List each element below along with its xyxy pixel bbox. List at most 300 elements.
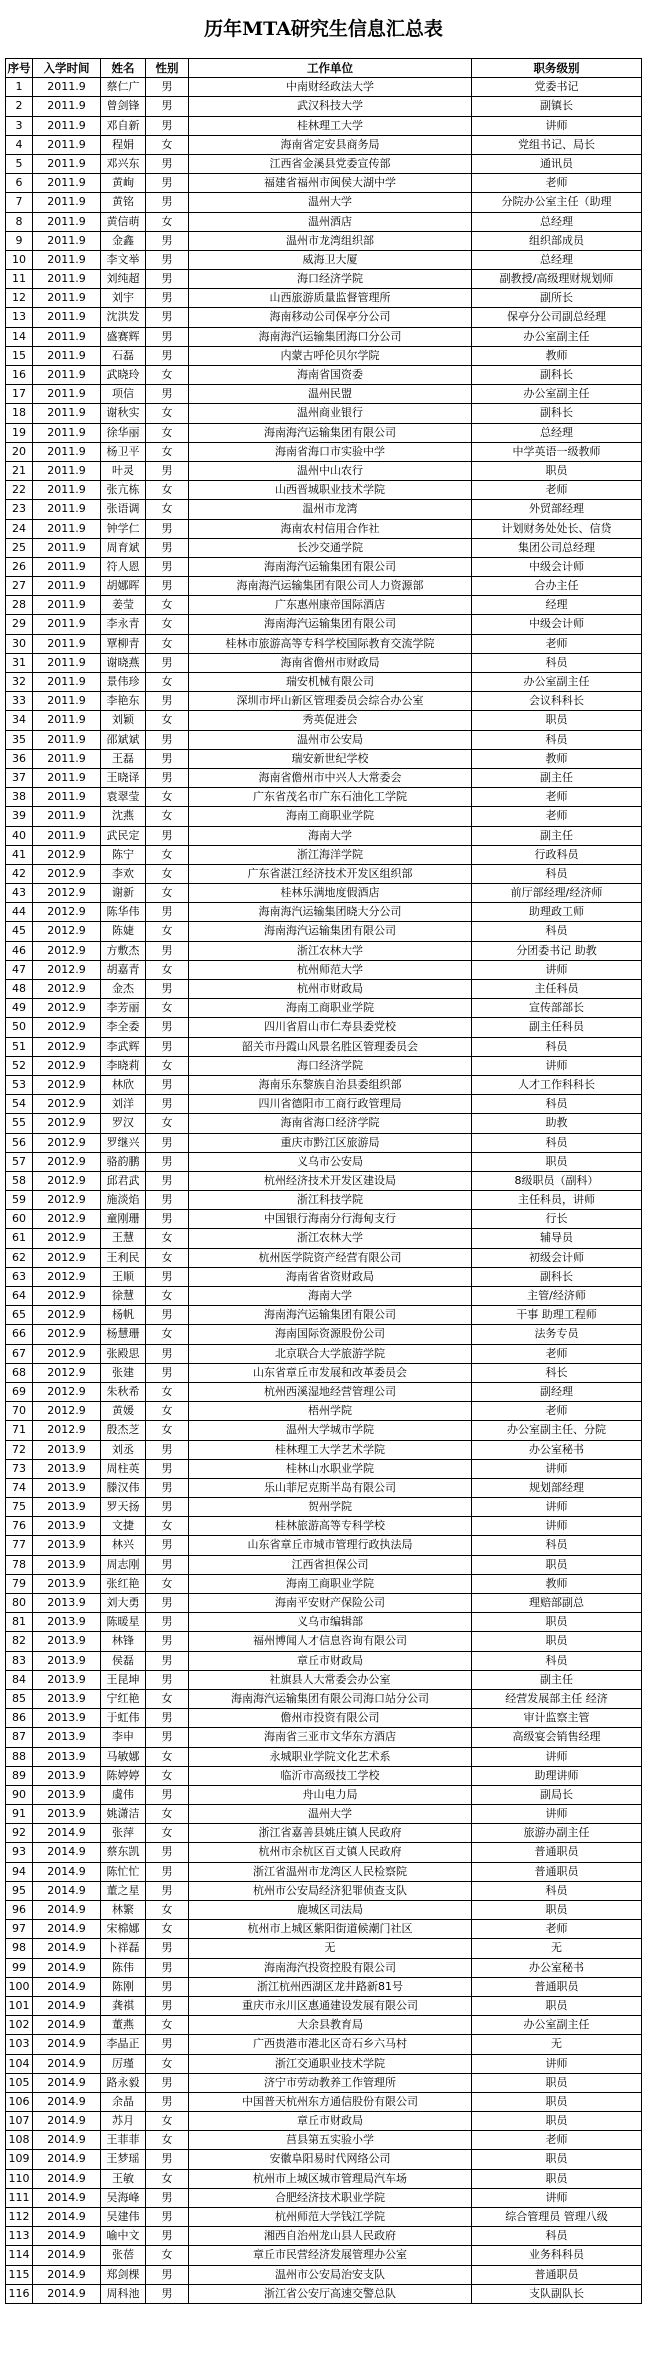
cell-workplace: 海南省国资委 — [189, 366, 472, 385]
cell-workplace: 济宁市劳动教养工作管理所 — [189, 2074, 472, 2093]
cell-gender: 男 — [146, 2227, 189, 2246]
cell-position: 老师 — [472, 1920, 642, 1939]
cell-index: 15 — [6, 347, 33, 366]
cell-index: 14 — [6, 328, 33, 347]
cell-gender: 男 — [146, 232, 189, 251]
table-row — [6, 2246, 642, 2265]
cell-enroll-time: 2012.9 — [33, 999, 101, 1018]
cell-workplace: 浙江杭州西湖区龙井路新81号 — [189, 1978, 472, 1997]
table-row — [6, 1134, 642, 1153]
cell-workplace: 温州中山农行 — [189, 462, 472, 481]
cell-index: 96 — [6, 1901, 33, 1920]
cell-workplace: 重庆市永川区惠通建设发展有限公司 — [189, 1997, 472, 2016]
cell-enroll-time: 2014.9 — [33, 1843, 101, 1862]
cell-name: 宁红艳 — [101, 1690, 146, 1709]
cell-name: 郑剑棵 — [101, 2266, 146, 2285]
table-row — [6, 1978, 642, 1997]
cell-position: 老师 — [472, 1402, 642, 1421]
table-row — [6, 1191, 642, 1210]
cell-position: 职员 — [472, 711, 642, 730]
cell-enroll-time: 2011.9 — [33, 328, 101, 347]
cell-name: 刘大勇 — [101, 1594, 146, 1613]
cell-enroll-time: 2011.9 — [33, 654, 101, 673]
cell-position: 办公室秘书 — [472, 1959, 642, 1978]
cell-enroll-time: 2013.9 — [33, 1479, 101, 1498]
cell-enroll-time: 2012.9 — [33, 865, 101, 884]
table-row — [6, 1728, 642, 1747]
cell-workplace: 浙江科技学院 — [189, 1191, 472, 1210]
cell-enroll-time: 2011.9 — [33, 769, 101, 788]
table-row — [6, 1767, 642, 1786]
cell-enroll-time: 2011.9 — [33, 347, 101, 366]
cell-name: 刘丞 — [101, 1441, 146, 1460]
table-row — [6, 1095, 642, 1114]
cell-enroll-time: 2011.9 — [33, 539, 101, 558]
cell-name: 罗天扬 — [101, 1498, 146, 1517]
table-row — [6, 1460, 642, 1479]
cell-position: 前厅部经理/经济师 — [472, 884, 642, 903]
cell-name: 王顺 — [101, 1268, 146, 1287]
cell-workplace: 社旗县人大常委会办公室 — [189, 1671, 472, 1690]
cell-gender: 男 — [146, 1364, 189, 1383]
cell-index: 40 — [6, 827, 33, 846]
cell-enroll-time: 2012.9 — [33, 1095, 101, 1114]
cell-workplace: 大余县教育局 — [189, 2016, 472, 2035]
cell-position: 副局长 — [472, 1786, 642, 1805]
cell-enroll-time: 2014.9 — [33, 1939, 101, 1958]
cell-index: 63 — [6, 1268, 33, 1287]
cell-index: 16 — [6, 366, 33, 385]
cell-workplace: 温州酒店 — [189, 213, 472, 232]
table-row — [6, 577, 642, 596]
table-row — [6, 865, 642, 884]
cell-name: 刘颖 — [101, 711, 146, 730]
cell-workplace: 舟山电力局 — [189, 1786, 472, 1805]
cell-workplace: 海南海汽运输集团有限公司 — [189, 558, 472, 577]
cell-gender: 男 — [146, 1191, 189, 1210]
cell-workplace: 秀英促进会 — [189, 711, 472, 730]
cell-gender: 女 — [146, 136, 189, 155]
table-row — [6, 136, 642, 155]
table-row — [6, 78, 642, 97]
cell-enroll-time: 2013.9 — [33, 1575, 101, 1594]
cell-index: 1 — [6, 78, 33, 97]
cell-workplace: 广西贵港市港北区奇石乡六马村 — [189, 2035, 472, 2054]
cell-workplace: 海南大学 — [189, 1287, 472, 1306]
cell-index: 33 — [6, 692, 33, 711]
cell-position: 党组书记、局长 — [472, 136, 642, 155]
cell-name: 于虹伟 — [101, 1709, 146, 1728]
table-row — [6, 193, 642, 212]
cell-workplace: 浙江省公安厅高速交警总队 — [189, 2285, 472, 2304]
table-row — [6, 2112, 642, 2131]
table-row — [6, 558, 642, 577]
cell-gender: 男 — [146, 731, 189, 750]
cell-name: 刘洋 — [101, 1095, 146, 1114]
cell-workplace: 浙江省温州市龙湾区人民检察院 — [189, 1863, 472, 1882]
cell-enroll-time: 2014.9 — [33, 2208, 101, 2227]
cell-gender: 男 — [146, 1441, 189, 1460]
cell-enroll-time: 2011.9 — [33, 270, 101, 289]
cell-name: 路永毅 — [101, 2074, 146, 2093]
cell-gender: 男 — [146, 1959, 189, 1978]
table-row — [6, 117, 642, 136]
cell-gender: 男 — [146, 462, 189, 481]
cell-name: 李全委 — [101, 1018, 146, 1037]
cell-name: 周育斌 — [101, 539, 146, 558]
cell-enroll-time: 2011.9 — [33, 193, 101, 212]
cell-workplace: 海南海汽运输集团海口分公司 — [189, 328, 472, 347]
cell-gender: 男 — [146, 1345, 189, 1364]
cell-position: 办公室副主任、分院 — [472, 1421, 642, 1440]
cell-index: 26 — [6, 558, 33, 577]
cell-gender: 男 — [146, 1594, 189, 1613]
cell-position: 总经理 — [472, 251, 642, 270]
cell-index: 64 — [6, 1287, 33, 1306]
cell-position: 总经理 — [472, 424, 642, 443]
cell-gender: 男 — [146, 1460, 189, 1479]
cell-index: 54 — [6, 1095, 33, 1114]
cell-name: 袁翠莹 — [101, 788, 146, 807]
table-row — [6, 1824, 642, 1843]
cell-index: 61 — [6, 1229, 33, 1248]
cell-workplace: 杭州市余杭区百丈镇人民政府 — [189, 1843, 472, 1862]
cell-index: 113 — [6, 2227, 33, 2246]
cell-index: 13 — [6, 308, 33, 327]
cell-enroll-time: 2012.9 — [33, 903, 101, 922]
cell-index: 32 — [6, 673, 33, 692]
cell-enroll-time: 2014.9 — [33, 2227, 101, 2246]
cell-name: 叶灵 — [101, 462, 146, 481]
cell-position: 职员 — [472, 1901, 642, 1920]
cell-workplace: 梧州学院 — [189, 1402, 472, 1421]
cell-position: 人才工作科科长 — [472, 1076, 642, 1095]
cell-enroll-time: 2012.9 — [33, 1402, 101, 1421]
cell-name: 沈洪发 — [101, 308, 146, 327]
cell-enroll-time: 2011.9 — [33, 750, 101, 769]
table-row — [6, 1632, 642, 1651]
cell-position: 辅导员 — [472, 1229, 642, 1248]
cell-name: 董燕 — [101, 2016, 146, 2035]
cell-enroll-time: 2013.9 — [33, 1517, 101, 1536]
cell-position: 普通职员 — [472, 1978, 642, 1997]
cell-name: 王梦瑶 — [101, 2150, 146, 2169]
table-row — [6, 1594, 642, 1613]
cell-name: 张建 — [101, 1364, 146, 1383]
cell-enroll-time: 2014.9 — [33, 2266, 101, 2285]
cell-workplace: 桂林旅游高等专科学校 — [189, 1517, 472, 1536]
cell-enroll-time: 2011.9 — [33, 807, 101, 826]
table-row — [6, 2189, 642, 2208]
cell-enroll-time: 2014.9 — [33, 1920, 101, 1939]
column-header-index: 序号 — [6, 59, 33, 78]
table-row — [6, 1901, 642, 1920]
cell-index: 25 — [6, 539, 33, 558]
cell-gender: 男 — [146, 1018, 189, 1037]
cell-workplace: 儋州市投资有限公司 — [189, 1709, 472, 1728]
cell-gender: 男 — [146, 174, 189, 193]
cell-position: 集团公司总经理 — [472, 539, 642, 558]
table-row — [6, 942, 642, 961]
table-row — [6, 2035, 642, 2054]
cell-name: 罗继兴 — [101, 1134, 146, 1153]
table-row — [6, 347, 642, 366]
cell-index: 87 — [6, 1728, 33, 1747]
cell-name: 徐华丽 — [101, 424, 146, 443]
cell-gender: 男 — [146, 1978, 189, 1997]
table-row — [6, 635, 642, 654]
cell-workplace: 海南移动公司保亭分公司 — [189, 308, 472, 327]
cell-name: 李武辉 — [101, 1038, 146, 1057]
cell-workplace: 永城职业学院文化艺术系 — [189, 1748, 472, 1767]
cell-position: 普通职员 — [472, 1843, 642, 1862]
cell-index: 29 — [6, 615, 33, 634]
cell-index: 101 — [6, 1997, 33, 2016]
cell-name: 滕汉伟 — [101, 1479, 146, 1498]
cell-gender: 男 — [146, 308, 189, 327]
cell-gender: 男 — [146, 78, 189, 97]
cell-workplace: 海南工商职业学院 — [189, 807, 472, 826]
cell-position: 无 — [472, 1939, 642, 1958]
cell-enroll-time: 2011.9 — [33, 78, 101, 97]
table-row — [6, 1038, 642, 1057]
cell-workplace: 杭州西溪湿地经营管理公司 — [189, 1383, 472, 1402]
table-row — [6, 1421, 642, 1440]
cell-position: 无 — [472, 2035, 642, 2054]
cell-position: 科员 — [472, 865, 642, 884]
cell-workplace: 瑞安机械有限公司 — [189, 673, 472, 692]
cell-workplace: 海南海汽运输集团有限公司 — [189, 615, 472, 634]
cell-workplace: 海南工商职业学院 — [189, 999, 472, 1018]
cell-enroll-time: 2012.9 — [33, 1114, 101, 1133]
cell-gender: 女 — [146, 1114, 189, 1133]
cell-position: 主管/经济师 — [472, 1287, 642, 1306]
table-row — [6, 1613, 642, 1632]
cell-position: 副镇长 — [472, 97, 642, 116]
cell-gender: 男 — [146, 750, 189, 769]
cell-workplace: 长沙交通学院 — [189, 539, 472, 558]
cell-position: 讲师 — [472, 2055, 642, 2074]
cell-enroll-time: 2012.9 — [33, 980, 101, 999]
table-row — [6, 1786, 642, 1805]
cell-gender: 女 — [146, 213, 189, 232]
cell-name: 景伟珍 — [101, 673, 146, 692]
cell-workplace: 浙江省嘉善县姚庄镇人民政府 — [189, 1824, 472, 1843]
cell-index: 78 — [6, 1556, 33, 1575]
cell-workplace: 杭州师范大学钱江学院 — [189, 2208, 472, 2227]
cell-enroll-time: 2012.9 — [33, 1268, 101, 1287]
cell-workplace: 山西晋城职业技术学院 — [189, 481, 472, 500]
cell-index: 82 — [6, 1632, 33, 1651]
cell-enroll-time: 2011.9 — [33, 788, 101, 807]
table-row — [6, 1805, 642, 1824]
cell-index: 69 — [6, 1383, 33, 1402]
cell-gender: 男 — [146, 1556, 189, 1575]
cell-position: 会议科科长 — [472, 692, 642, 711]
cell-workplace: 武汉科技大学 — [189, 97, 472, 116]
cell-gender: 男 — [146, 1997, 189, 2016]
cell-index: 102 — [6, 2016, 33, 2035]
cell-name: 陈华伟 — [101, 903, 146, 922]
cell-name: 刘宇 — [101, 289, 146, 308]
cell-workplace: 威海卫大厦 — [189, 251, 472, 270]
cell-index: 55 — [6, 1114, 33, 1133]
cell-workplace: 章丘市民营经济发展管理办公室 — [189, 2246, 472, 2265]
cell-gender: 男 — [146, 903, 189, 922]
cell-position: 总经理 — [472, 213, 642, 232]
cell-index: 52 — [6, 1057, 33, 1076]
cell-position: 副所长 — [472, 289, 642, 308]
table-row — [6, 1690, 642, 1709]
cell-gender: 男 — [146, 827, 189, 846]
table-row — [6, 673, 642, 692]
table-row — [6, 1268, 642, 1287]
cell-gender: 男 — [146, 1095, 189, 1114]
cell-index: 65 — [6, 1306, 33, 1325]
table-row — [6, 2285, 642, 2304]
cell-enroll-time: 2012.9 — [33, 1076, 101, 1095]
cell-enroll-time: 2012.9 — [33, 1057, 101, 1076]
cell-name: 陈暖星 — [101, 1613, 146, 1632]
cell-enroll-time: 2013.9 — [33, 1536, 101, 1555]
cell-workplace: 贺州学院 — [189, 1498, 472, 1517]
cell-enroll-time: 2012.9 — [33, 884, 101, 903]
cell-gender: 男 — [146, 1210, 189, 1229]
cell-position: 科员 — [472, 1536, 642, 1555]
table-row — [6, 1153, 642, 1172]
cell-name: 谢晓燕 — [101, 654, 146, 673]
cell-position: 职员 — [472, 2150, 642, 2169]
cell-enroll-time: 2011.9 — [33, 366, 101, 385]
cell-index: 81 — [6, 1613, 33, 1632]
cell-gender: 女 — [146, 1517, 189, 1536]
table-row — [6, 1229, 642, 1248]
cell-gender: 女 — [146, 1287, 189, 1306]
cell-gender: 男 — [146, 2208, 189, 2227]
cell-position: 中学英语一级教师 — [472, 443, 642, 462]
cell-name: 张蓓 — [101, 2246, 146, 2265]
cell-name: 杨卫平 — [101, 443, 146, 462]
cell-index: 88 — [6, 1748, 33, 1767]
table-row — [6, 1345, 642, 1364]
cell-position: 副主任科员 — [472, 1018, 642, 1037]
cell-workplace: 海南国际资源股份公司 — [189, 1325, 472, 1344]
cell-index: 43 — [6, 884, 33, 903]
cell-name: 殷杰芝 — [101, 1421, 146, 1440]
cell-workplace: 海南平安财产保险公司 — [189, 1594, 472, 1613]
cell-gender: 男 — [146, 2093, 189, 2112]
cell-workplace: 海口经济学院 — [189, 1057, 472, 1076]
cell-gender: 男 — [146, 1882, 189, 1901]
cell-enroll-time: 2011.9 — [33, 443, 101, 462]
cell-gender: 男 — [146, 1843, 189, 1862]
cell-gender: 男 — [146, 942, 189, 961]
table-row — [6, 1959, 642, 1978]
cell-workplace: 北京联合大学旅游学院 — [189, 1345, 472, 1364]
cell-index: 47 — [6, 961, 33, 980]
cell-name: 石磊 — [101, 347, 146, 366]
cell-name: 周志刚 — [101, 1556, 146, 1575]
cell-position: 老师 — [472, 2131, 642, 2150]
cell-workplace: 海南海汽运输集团有限公司海口站分公司 — [189, 1690, 472, 1709]
cell-position: 宣传部部长 — [472, 999, 642, 1018]
cell-enroll-time: 2013.9 — [33, 1728, 101, 1747]
cell-workplace: 中国普天杭州东方通信股份有限公司 — [189, 2093, 472, 2112]
table-row — [6, 155, 642, 174]
cell-workplace: 海南省三亚市文华东方酒店 — [189, 1728, 472, 1747]
cell-enroll-time: 2013.9 — [33, 1767, 101, 1786]
cell-name: 骆韵鹏 — [101, 1153, 146, 1172]
cell-position: 保亭分公司副总经理 — [472, 308, 642, 327]
table-row — [6, 596, 642, 615]
cell-name: 邓自新 — [101, 117, 146, 136]
cell-workplace: 章丘市财政局 — [189, 2112, 472, 2131]
cell-gender: 男 — [146, 289, 189, 308]
cell-workplace: 广东惠州康帝国际酒店 — [189, 596, 472, 615]
table-row — [6, 1709, 642, 1728]
cell-index: 108 — [6, 2131, 33, 2150]
table-row — [6, 1364, 642, 1383]
table-row — [6, 2131, 642, 2150]
cell-name: 厉瑾 — [101, 2055, 146, 2074]
cell-workplace: 海南农村信用合作社 — [189, 520, 472, 539]
cell-enroll-time: 2012.9 — [33, 942, 101, 961]
cell-gender: 女 — [146, 1575, 189, 1594]
cell-name: 邱君武 — [101, 1172, 146, 1191]
cell-enroll-time: 2013.9 — [33, 1594, 101, 1613]
cell-enroll-time: 2013.9 — [33, 1748, 101, 1767]
cell-gender: 女 — [146, 366, 189, 385]
cell-position: 中级会计师 — [472, 615, 642, 634]
cell-workplace: 韶关市丹霞山风景名胜区管理委员会 — [189, 1038, 472, 1057]
table-row — [6, 807, 642, 826]
cell-position: 职员 — [472, 1632, 642, 1651]
cell-workplace: 海南海汽运输集团有限公司 — [189, 922, 472, 941]
cell-gender: 女 — [146, 807, 189, 826]
cell-workplace: 海南海汽运输集团有限公司 — [189, 1306, 472, 1325]
cell-position: 普通职员 — [472, 1863, 642, 1882]
cell-workplace: 深圳市坪山新区管理委员会综合办公室 — [189, 692, 472, 711]
cell-position: 办公室秘书 — [472, 1441, 642, 1460]
table-row — [6, 788, 642, 807]
table-row — [6, 654, 642, 673]
cell-enroll-time: 2013.9 — [33, 1613, 101, 1632]
cell-position: 副科长 — [472, 404, 642, 423]
cell-enroll-time: 2012.9 — [33, 1249, 101, 1268]
table-row — [6, 2150, 642, 2169]
cell-gender: 男 — [146, 1709, 189, 1728]
cell-position: 职员 — [472, 462, 642, 481]
cell-index: 35 — [6, 731, 33, 750]
cell-workplace: 海南海汽投资控股有限公司 — [189, 1959, 472, 1978]
cell-name: 虞伟 — [101, 1786, 146, 1805]
cell-gender: 男 — [146, 1268, 189, 1287]
column-header-position: 职务级别 — [472, 59, 642, 78]
cell-name: 钟学仁 — [101, 520, 146, 539]
cell-enroll-time: 2014.9 — [33, 2112, 101, 2131]
cell-enroll-time: 2012.9 — [33, 961, 101, 980]
cell-gender: 男 — [146, 558, 189, 577]
cell-position: 高级宴会销售经理 — [472, 1728, 642, 1747]
cell-index: 93 — [6, 1843, 33, 1862]
cell-enroll-time: 2014.9 — [33, 1863, 101, 1882]
cell-enroll-time: 2012.9 — [33, 1345, 101, 1364]
cell-position: 计划财务处处长、信贷 — [472, 520, 642, 539]
cell-name: 黄信萌 — [101, 213, 146, 232]
cell-name: 蔡仁广 — [101, 78, 146, 97]
cell-workplace: 乐山菲尼克斯半岛有限公司 — [189, 1479, 472, 1498]
table-row — [6, 1536, 642, 1555]
